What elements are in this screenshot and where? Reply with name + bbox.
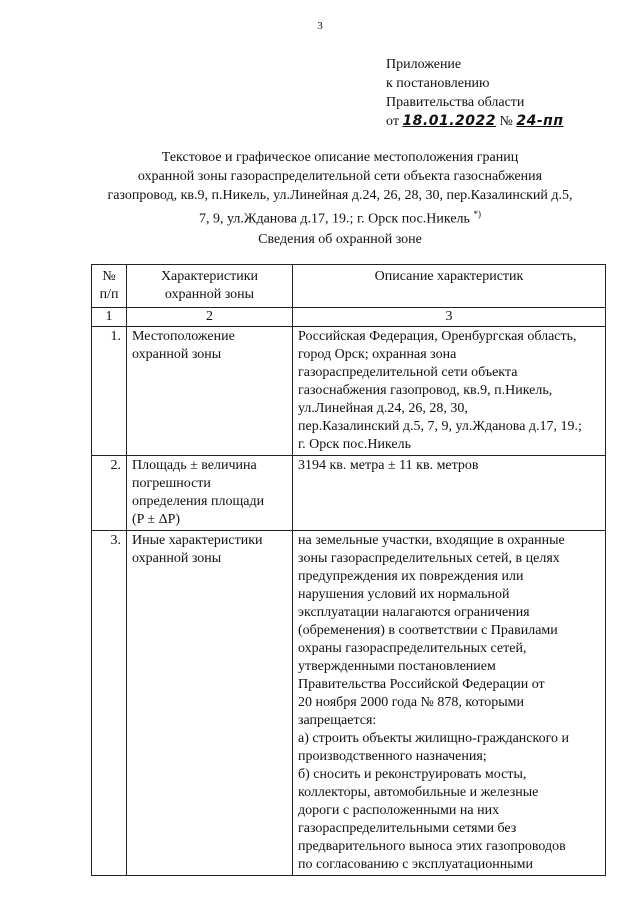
description-line: (обременения) в соответствии с Правилами — [298, 623, 558, 638]
row-number: 3. — [92, 531, 127, 876]
description-line: охраны газораспределительных сетей, — [298, 641, 527, 656]
description-line: газораспределительной сети объекта — [298, 365, 518, 380]
page-number: 3 — [317, 20, 323, 32]
zone-table — [91, 264, 606, 876]
description-line: производственного назначения; — [298, 749, 487, 764]
row-characteristic — [127, 531, 293, 876]
appendix-line-3: Правительства области — [386, 95, 525, 110]
header-num-line-2: п/п — [99, 287, 119, 302]
appendix-block — [386, 55, 564, 131]
table-header-row — [92, 265, 606, 308]
characteristic-line: Иные характеристики — [132, 533, 263, 548]
title-line-4 — [60, 205, 620, 229]
table-row — [92, 531, 606, 876]
characteristic-line: охранной зоны — [132, 551, 222, 566]
characteristic-line: погрешности — [132, 476, 211, 491]
row-characteristic — [127, 327, 293, 456]
footnote-mark: *) — [473, 209, 481, 219]
row-description — [293, 327, 606, 456]
section-subtitle: Сведения об охранной зоне — [258, 232, 422, 247]
handwritten-number: 24-пп — [516, 113, 564, 129]
handwritten-date: 18.01.2022 — [402, 113, 497, 129]
description-line: а) строить объекты жилищно-гражданского и — [298, 731, 569, 746]
characteristic-line: Местоположение — [132, 329, 235, 344]
description-line: по согласованию с эксплуатационными — [298, 857, 533, 872]
description-line: газоснабжения газопровод, кв.9, п.Никель, — [298, 383, 553, 398]
description-line: дороги с расположенными на них — [298, 803, 500, 818]
description-line: пер.Казалинский д.5, 7, 9, ул.Жданова д.17, 19.; — [298, 419, 582, 434]
header-num-line-1: № — [102, 269, 116, 284]
row-number: 1. — [92, 327, 127, 456]
description-line: 3194 кв. метра ± 11 кв. метров — [298, 458, 479, 473]
characteristic-line: охранной зоны — [132, 347, 222, 362]
description-line: ул.Линейная д.24, 26, 28, 30, — [298, 401, 468, 416]
description-line: б) сносить и реконструировать мосты, — [298, 767, 527, 782]
table-row — [92, 456, 606, 531]
description-line: г. Орск пос.Никель — [298, 437, 411, 452]
row-number: 2. — [92, 456, 127, 531]
title-line-1: Текстовое и графическое описание местоположения границ — [161, 150, 519, 165]
table-row — [92, 327, 606, 456]
header-characteristics — [127, 265, 293, 308]
header-description: Описание характеристик — [293, 265, 606, 308]
row-characteristic — [127, 456, 293, 531]
index-cell-1: 1 — [92, 308, 127, 327]
characteristic-line: определения площади — [132, 494, 265, 509]
characteristic-line: Площадь ± величина — [132, 458, 257, 473]
description-line: 20 ноября 2000 года № 878, которыми — [298, 695, 525, 710]
row-description — [293, 456, 606, 531]
description-line: предупреждения их повреждения или — [298, 569, 524, 584]
description-line: газораспределительными сетями без — [298, 821, 517, 836]
number-label: № — [499, 114, 513, 129]
title-line-3: газопровод, кв.9, п.Никель, ул.Линейная д.24, 26, 28, 30, пер.Казалинский д.5, — [107, 188, 573, 203]
header-num — [92, 265, 127, 308]
index-cell-2: 2 — [127, 308, 293, 327]
description-line: запрещается: — [298, 713, 377, 728]
description-line: Российская Федерация, Оренбургская область, — [298, 329, 577, 344]
document-title — [60, 148, 620, 229]
description-line: эксплуатации налагаются ограничения — [298, 605, 530, 620]
description-line: утвержденными постановлением — [298, 659, 496, 674]
description-line: зоны газораспределительных сетей, в целях — [298, 551, 560, 566]
header-char-line-2: охранной зоны — [164, 287, 255, 302]
characteristic-line: (P ± ΔP) — [132, 512, 181, 527]
appendix-line-1: Приложение — [386, 57, 462, 72]
row-description — [293, 531, 606, 876]
title-line-2: охранной зоны газораспределительной сети объекта газоснабжения — [137, 169, 543, 184]
appendix-line-2: к постановлению — [386, 76, 490, 91]
description-line: нарушения условий их нормальной — [298, 587, 510, 602]
description-line: предварительного выноса этих газопроводов — [298, 839, 566, 854]
appendix-date-line — [386, 112, 564, 131]
description-line: на земельные участки, входящие в охранные — [298, 533, 565, 548]
description-line: город Орск; охранная зона — [298, 347, 457, 362]
from-label: от — [386, 114, 399, 129]
description-line: Правительства Российской Федерации от — [298, 677, 545, 692]
index-cell-3: 3 — [293, 308, 606, 327]
title-line-4-text: 7, 9, ул.Жданова д.17, 19.; г. Орск пос.Никель — [199, 211, 470, 227]
description-line: коллекторы, автомобильные и железные — [298, 785, 539, 800]
header-char-line-1: Характеристики — [160, 269, 259, 284]
index-row — [92, 308, 606, 327]
